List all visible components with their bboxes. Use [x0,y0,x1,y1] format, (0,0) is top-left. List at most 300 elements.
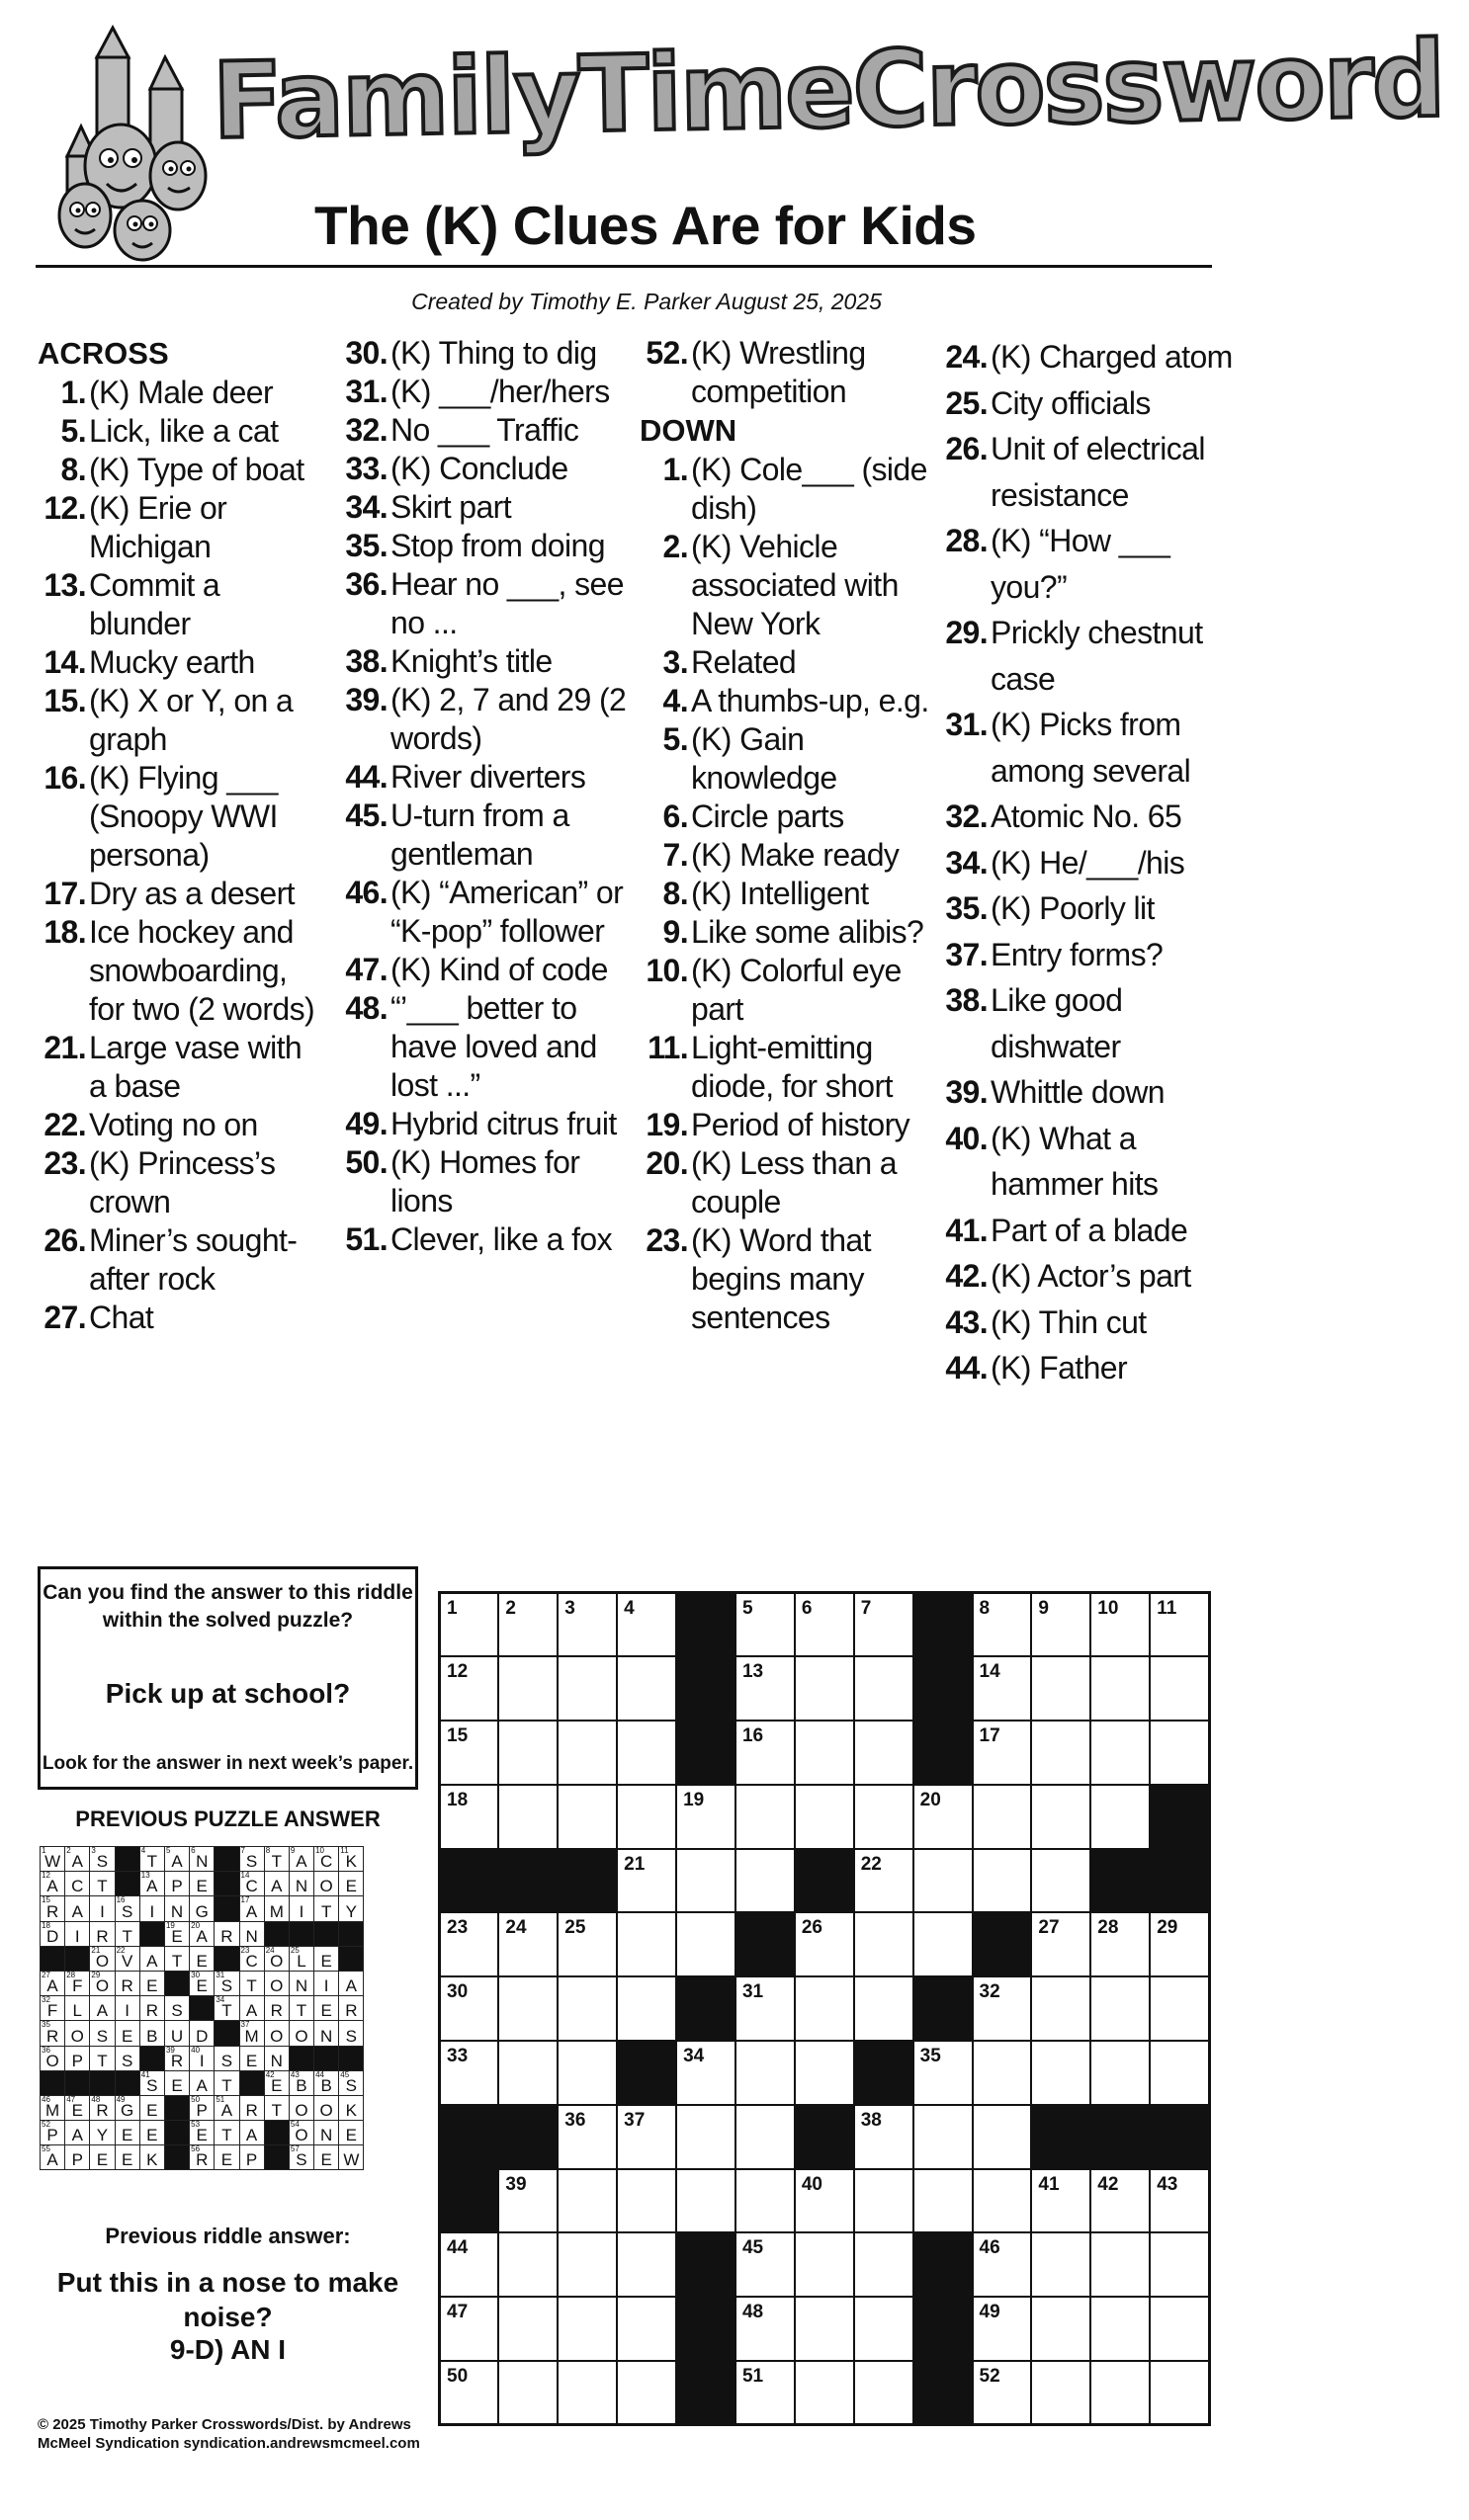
prev-answer-cell: 15 R [41,1896,65,1921]
grid-cell[interactable] [795,1656,854,1721]
grid-cell[interactable] [1031,2232,1090,2297]
grid-cell[interactable] [1150,1656,1209,1721]
black-square [795,2105,854,2169]
clue-text: Like good dishwater [991,982,1123,1064]
grid-cell[interactable] [440,1785,499,1849]
prev-answer-cell: Y [339,1896,364,1921]
grid-cell[interactable] [735,2361,795,2425]
grid-cell[interactable] [617,1656,676,1721]
down-clue [939,1345,1236,1391]
grid-cell[interactable] [1090,2232,1150,2297]
grid-cell[interactable] [913,1849,973,1913]
grid-cell[interactable] [795,1785,854,1849]
down-clue [939,702,1236,794]
prev-answer-cell: 55 A [41,2145,65,2170]
grid-cell[interactable] [617,1721,676,1785]
grid-cell[interactable] [973,1849,1032,1913]
down-clue [640,720,936,798]
down-clue [640,528,936,643]
cell-number: 45 [741,2237,764,2259]
black-square [1150,1849,1209,1913]
prev-answer-cell: P [65,2046,90,2070]
grid-cell[interactable] [558,1656,617,1721]
grid-cell[interactable] [795,1721,854,1785]
prev-cell-number: 53 [191,2120,201,2130]
grid-cell[interactable] [1031,1976,1090,2041]
grid-cell[interactable] [558,2361,617,2425]
clue-number: 20. [646,1145,688,1181]
prev-cell-number: 21 [91,1945,101,1955]
grid-cell[interactable] [558,1976,617,2041]
prev-answer-cell: 16 S [115,1896,139,1921]
grid-cell[interactable] [735,1785,795,1849]
clue-text: Ice hockey and snowboarding, for two (2 words) [89,914,315,1027]
grid-cell[interactable] [1031,1785,1090,1849]
cell-number: 22 [860,1853,882,1875]
clue-text: (K) Thing to dig [390,335,597,371]
prev-answer-cell: 8 T [264,1847,289,1872]
grid-cell[interactable] [617,2297,676,2361]
clue-text: (K) Male deer [89,375,274,410]
clue-text: Knight’s title [390,643,553,679]
prev-answer-cell: R [339,1996,364,2021]
grid-cell[interactable] [854,2361,913,2425]
clue-text: (K) Thin cut [991,1303,1147,1340]
grid-cell[interactable] [440,1593,499,1657]
grid-cell[interactable] [854,1785,913,1849]
prev-cell-number: 49 [116,2094,126,2104]
cell-number: 34 [683,2046,705,2067]
prev-answer-cell: 25 L [289,1946,313,1971]
grid-cell[interactable] [973,2041,1032,2105]
clue-number: 15. [43,683,86,718]
grid-cell[interactable] [1031,2169,1090,2233]
prev-answer-cell: 42 E [264,2070,289,2095]
cell-number: 32 [979,1981,1000,2003]
across-clue [640,334,936,411]
grid-cell[interactable] [1150,2041,1209,2105]
prev-answer-cell: C [65,1872,90,1896]
grid-cell[interactable] [1031,1593,1090,1657]
grid-cell[interactable] [440,2041,499,2105]
across-clue [339,951,636,989]
grid-cell[interactable] [1090,2169,1150,2233]
grid-cell[interactable] [735,2169,795,2233]
clue-text: Whittle down [991,1074,1165,1110]
grid-cell[interactable] [617,2232,676,2297]
grid-cell[interactable] [617,1849,676,1913]
black-square [1090,2105,1150,2169]
grid-cell[interactable] [854,2105,913,2169]
prev-answer-cell: I [139,1896,164,1921]
grid-cell[interactable] [676,2169,735,2233]
grid-cell[interactable] [617,2361,676,2425]
prev-black-square [339,2046,364,2070]
crossword-grid [438,1591,1211,2426]
grid-cell[interactable] [1031,2041,1090,2105]
cell-number: 2 [505,1598,516,1619]
grid-cell[interactable] [735,1976,795,2041]
clue-text: (K) Conclude [390,451,568,486]
clue-text: (K) Actor’s part [991,1258,1191,1294]
prev-answer-cell: 6 N [190,1847,215,1872]
grid-cell[interactable] [676,1785,735,1849]
grid-cell[interactable] [1150,1593,1209,1657]
grid-cell[interactable] [1090,1656,1150,1721]
grid-cell[interactable] [558,2297,617,2361]
down-clue [640,451,936,528]
prev-black-square [289,2046,313,2070]
clue-text: Lick, like a cat [89,413,279,449]
black-square [558,1849,617,1913]
across-clue [38,451,324,489]
grid-cell[interactable] [558,1912,617,1976]
grid-cell[interactable] [854,2297,913,2361]
prev-answer-cell: E [115,2021,139,2046]
down-clue [939,380,1236,427]
clue-text: (K) Charged atom [991,339,1233,375]
prev-answer-cell: 51 A [215,2095,239,2120]
clue-text: (K) He/___/his [991,844,1185,881]
clue-text: A thumbs-up, e.g. [691,683,929,718]
clue-number: 52. [646,335,688,371]
across-clue [339,373,636,411]
prev-answer-cell: 21 O [90,1946,115,1971]
grid-cell[interactable] [617,1976,676,2041]
clue-number: 13. [43,567,86,603]
prev-answer-cell: I [115,1996,139,2021]
prev-answer-cell: T [90,1872,115,1896]
prev-answer-cell: 1 W [41,1847,65,1872]
grid-cell[interactable] [1090,1593,1150,1657]
grid-cell[interactable] [498,1656,558,1721]
prev-answer-cell: N [314,2121,339,2145]
grid-cell[interactable] [1031,2297,1090,2361]
prev-black-square [314,2046,339,2070]
prev-answer-cell: E [339,2121,364,2145]
prev-black-square [115,2070,139,2095]
grid-cell[interactable] [1090,2041,1150,2105]
prev-cell-number: 35 [42,2020,50,2030]
grid-cell[interactable] [1150,2361,1209,2425]
grid-cell[interactable] [1090,1785,1150,1849]
prev-cell-number: 11 [340,1846,349,1855]
clue-text: (K) Less than a couple [691,1145,898,1219]
grid-cell[interactable] [854,1656,913,1721]
prev-cell-number: 37 [240,2020,250,2030]
grid-cell[interactable] [973,1721,1032,1785]
cell-number: 21 [624,1853,646,1875]
grid-cell[interactable] [498,1593,558,1657]
grid-cell[interactable] [1090,2361,1150,2425]
prev-cell-number: 54 [290,2120,300,2130]
clue-text: (K) Type of boat [89,452,304,487]
prev-answer-cell: 43 B [289,2070,313,2095]
prev-black-square [139,1921,164,1946]
clue-number: 45. [345,798,388,833]
cell-number: 29 [1157,1917,1178,1939]
grid-cell[interactable] [498,2169,558,2233]
clue-number: 48. [345,990,388,1026]
across-clue [339,488,636,527]
prev-cell-number: 7 [240,1846,245,1855]
grid-cell[interactable] [1150,1721,1209,1785]
clue-text: (K) ___/her/hers [390,374,610,409]
prev-cell-number: 42 [265,2069,275,2079]
clue-text: Part of a blade [991,1212,1188,1248]
down-clue [939,1253,1236,1300]
grid-cell[interactable] [854,1849,913,1913]
clue-number: 36. [345,566,388,602]
black-square [440,2169,499,2233]
prev-answer-cell: A [339,1971,364,1995]
grid-cell[interactable] [676,2041,735,2105]
grid-cell[interactable] [795,2232,854,2297]
prev-answer-cell: N [314,2021,339,2046]
grid-cell[interactable] [498,1912,558,1976]
grid-cell[interactable] [854,1593,913,1657]
grid-cell[interactable] [617,1593,676,1657]
prev-answer-cell: E [314,1946,339,1971]
grid-cell[interactable] [735,2105,795,2169]
prev-answer-cell: 20 A [190,1921,215,1946]
grid-cell[interactable] [498,2361,558,2425]
clue-text: (K) Princess’s crown [89,1145,276,1219]
prev-answer-cell: 22 V [115,1946,139,1971]
grid-cell[interactable] [913,1912,973,1976]
grid-cell[interactable] [795,1593,854,1657]
cell-number: 42 [1097,2173,1119,2195]
clue-text: (K) Gain knowledge [691,721,837,796]
grid-cell[interactable] [735,1849,795,1913]
clue-number: 16. [43,760,86,796]
prev-answer-cell: G [190,1896,215,1921]
prev-answer-cell: 23 C [239,1946,264,1971]
grid-cell[interactable] [735,1721,795,1785]
prev-cell-number: 6 [191,1846,196,1855]
black-square [498,1849,558,1913]
grid-cell[interactable] [440,2232,499,2297]
clue-number: 5. [662,721,688,757]
grid-cell[interactable] [854,2232,913,2297]
down-clue [939,610,1236,702]
clue-number: 19. [646,1107,688,1142]
prev-answer-cell: S [90,2021,115,2046]
grid-cell[interactable] [735,1656,795,1721]
clue-column-1 [38,334,324,1337]
across-clue [339,1220,636,1259]
clue-text: (K) “American” or “K-pop” follower [390,875,624,949]
grid-cell[interactable] [440,1976,499,2041]
grid-cell[interactable] [854,2169,913,2233]
grid-cell[interactable] [498,2232,558,2297]
grid-cell[interactable] [617,1785,676,1849]
across-clue [38,1144,324,1221]
grid-cell[interactable] [735,1593,795,1657]
grid-cell[interactable] [617,2169,676,2233]
prev-answer-cell: 28 F [65,1971,90,1995]
prev-answer-cell: P [164,1872,189,1896]
grid-cell[interactable] [1090,1912,1150,1976]
grid-cell[interactable] [913,2041,973,2105]
prev-answer-cell: R [139,1996,164,2021]
grid-cell[interactable] [1031,1656,1090,1721]
grid-cell[interactable] [1150,1912,1209,1976]
prev-cell-number: 14 [240,1871,250,1881]
grid-cell[interactable] [973,2232,1032,2297]
cell-number: 28 [1097,1917,1119,1939]
clue-text: Voting no on [89,1107,258,1142]
grid-cell[interactable] [558,1785,617,1849]
prev-answer-cell: E [139,1971,164,1995]
cell-number: 50 [447,2366,469,2388]
grid-cell[interactable] [440,2297,499,2361]
grid-cell[interactable] [973,1593,1032,1657]
grid-cell[interactable] [676,2105,735,2169]
across-clue [38,1029,324,1106]
grid-cell[interactable] [558,2232,617,2297]
grid-cell[interactable] [735,2232,795,2297]
grid-cell[interactable] [617,2105,676,2169]
grid-cell[interactable] [558,1721,617,1785]
prev-black-square [215,1896,239,1921]
prev-answer-cell: 11 K [339,1847,364,1872]
grid-cell[interactable] [617,1912,676,1976]
down-clue [640,643,936,682]
grid-cell[interactable] [1150,2169,1209,2233]
prev-black-square [314,1921,339,1946]
grid-cell[interactable] [973,2169,1032,2233]
grid-cell[interactable] [1090,1976,1150,2041]
grid-cell[interactable] [1150,2297,1209,2361]
grid-cell[interactable] [440,1912,499,1976]
grid-cell[interactable] [795,2169,854,2233]
grid-cell[interactable] [498,1785,558,1849]
grid-cell[interactable] [1031,1721,1090,1785]
prev-cell-number: 17 [240,1895,250,1905]
grid-cell[interactable] [913,2105,973,2169]
clue-number: 32. [345,412,388,448]
cell-number: 4 [624,1598,635,1619]
clue-number: 35. [345,528,388,563]
grid-cell[interactable] [973,2297,1032,2361]
cell-number: 31 [741,1981,764,2003]
cell-number: 23 [447,1917,469,1939]
grid-cell[interactable] [1090,1721,1150,1785]
clue-text: Light-emitting diode, for short [691,1030,893,1104]
grid-cell[interactable] [795,1976,854,2041]
grid-cell[interactable] [735,2297,795,2361]
grid-cell[interactable] [913,2169,973,2233]
grid-cell[interactable] [973,2105,1032,2169]
grid-cell[interactable] [498,2041,558,2105]
down-clue [640,836,936,875]
grid-cell[interactable] [973,1785,1032,1849]
grid-cell[interactable] [1031,2361,1090,2425]
black-square [735,1912,795,1976]
grid-cell[interactable] [1031,1912,1090,1976]
grid-cell[interactable] [558,2041,617,2105]
clue-number: 1. [662,452,688,487]
clue-number: 23. [43,1145,86,1181]
clue-text: (K) Intelligent [691,876,869,911]
prev-answer-cell: O [65,2021,90,2046]
prev-answer-cell: 34 T [215,1996,239,2021]
previous-riddle-label: Previous riddle answer: [105,2224,351,2248]
prev-cell-number: 13 [140,1871,150,1881]
cell-number: 13 [741,1661,764,1683]
grid-cell[interactable] [558,1593,617,1657]
clue-text: (K) Vehicle associated with New York [691,529,899,641]
grid-cell[interactable] [795,1912,854,1976]
clue-number: 26. [945,431,988,466]
grid-cell[interactable] [973,1976,1032,2041]
across-clue [38,643,324,682]
black-square [440,1849,499,1913]
grid-cell[interactable] [498,2297,558,2361]
grid-cell[interactable] [498,1721,558,1785]
clue-text: Entry forms? [991,936,1164,972]
prev-cell-number: 28 [66,1970,76,1979]
prev-cell-number: 4 [140,1846,146,1855]
grid-cell[interactable] [795,2361,854,2425]
prev-answer-cell: B [139,2021,164,2046]
grid-cell[interactable] [1150,1976,1209,2041]
clue-text: (K) “How ___ you?” [991,523,1170,605]
grid-cell[interactable] [854,1912,913,1976]
clue-number: 31. [345,374,388,409]
grid-cell[interactable] [676,1849,735,1913]
grid-cell[interactable] [1090,2297,1150,2361]
grid-cell[interactable] [795,2041,854,2105]
clue-number: 4. [662,683,688,718]
prev-answer-cell: E [314,1996,339,2021]
grid-cell[interactable] [854,1721,913,1785]
grid-cell[interactable] [735,2041,795,2105]
clue-number: 14. [43,644,86,680]
grid-cell[interactable] [676,1912,735,1976]
grid-cell[interactable] [1031,1849,1090,1913]
grid-cell[interactable] [795,2297,854,2361]
grid-cell[interactable] [498,1976,558,2041]
grid-cell[interactable] [854,1976,913,2041]
grid-cell[interactable] [558,2169,617,2233]
grid-cell[interactable] [973,1656,1032,1721]
prev-answer-cell: K [139,2145,164,2170]
cell-number: 52 [979,2366,1000,2388]
grid-cell[interactable] [973,2361,1032,2425]
cell-number: 49 [979,2302,1000,2323]
black-square [617,2041,676,2105]
grid-cell[interactable] [913,1785,973,1849]
prev-cell-number: 52 [42,2120,50,2130]
prev-answer-cell: A [65,1896,90,1921]
prev-answer-cell: E [239,2046,264,2070]
prev-answer-cell: A [190,2070,215,2095]
grid-cell[interactable] [440,2361,499,2425]
clue-text: Mucky earth [89,644,255,680]
grid-cell[interactable] [440,1721,499,1785]
grid-cell[interactable] [558,2105,617,2169]
clue-text: Period of history [691,1107,910,1142]
grid-cell[interactable] [440,1656,499,1721]
grid-cell[interactable] [1150,2232,1209,2297]
clue-number: 3. [662,644,688,680]
cell-number: 40 [801,2173,822,2195]
prev-answer-cell: 9 A [289,1847,313,1872]
clue-number: 9. [662,914,688,950]
prev-cell-number: 30 [191,1970,201,1979]
